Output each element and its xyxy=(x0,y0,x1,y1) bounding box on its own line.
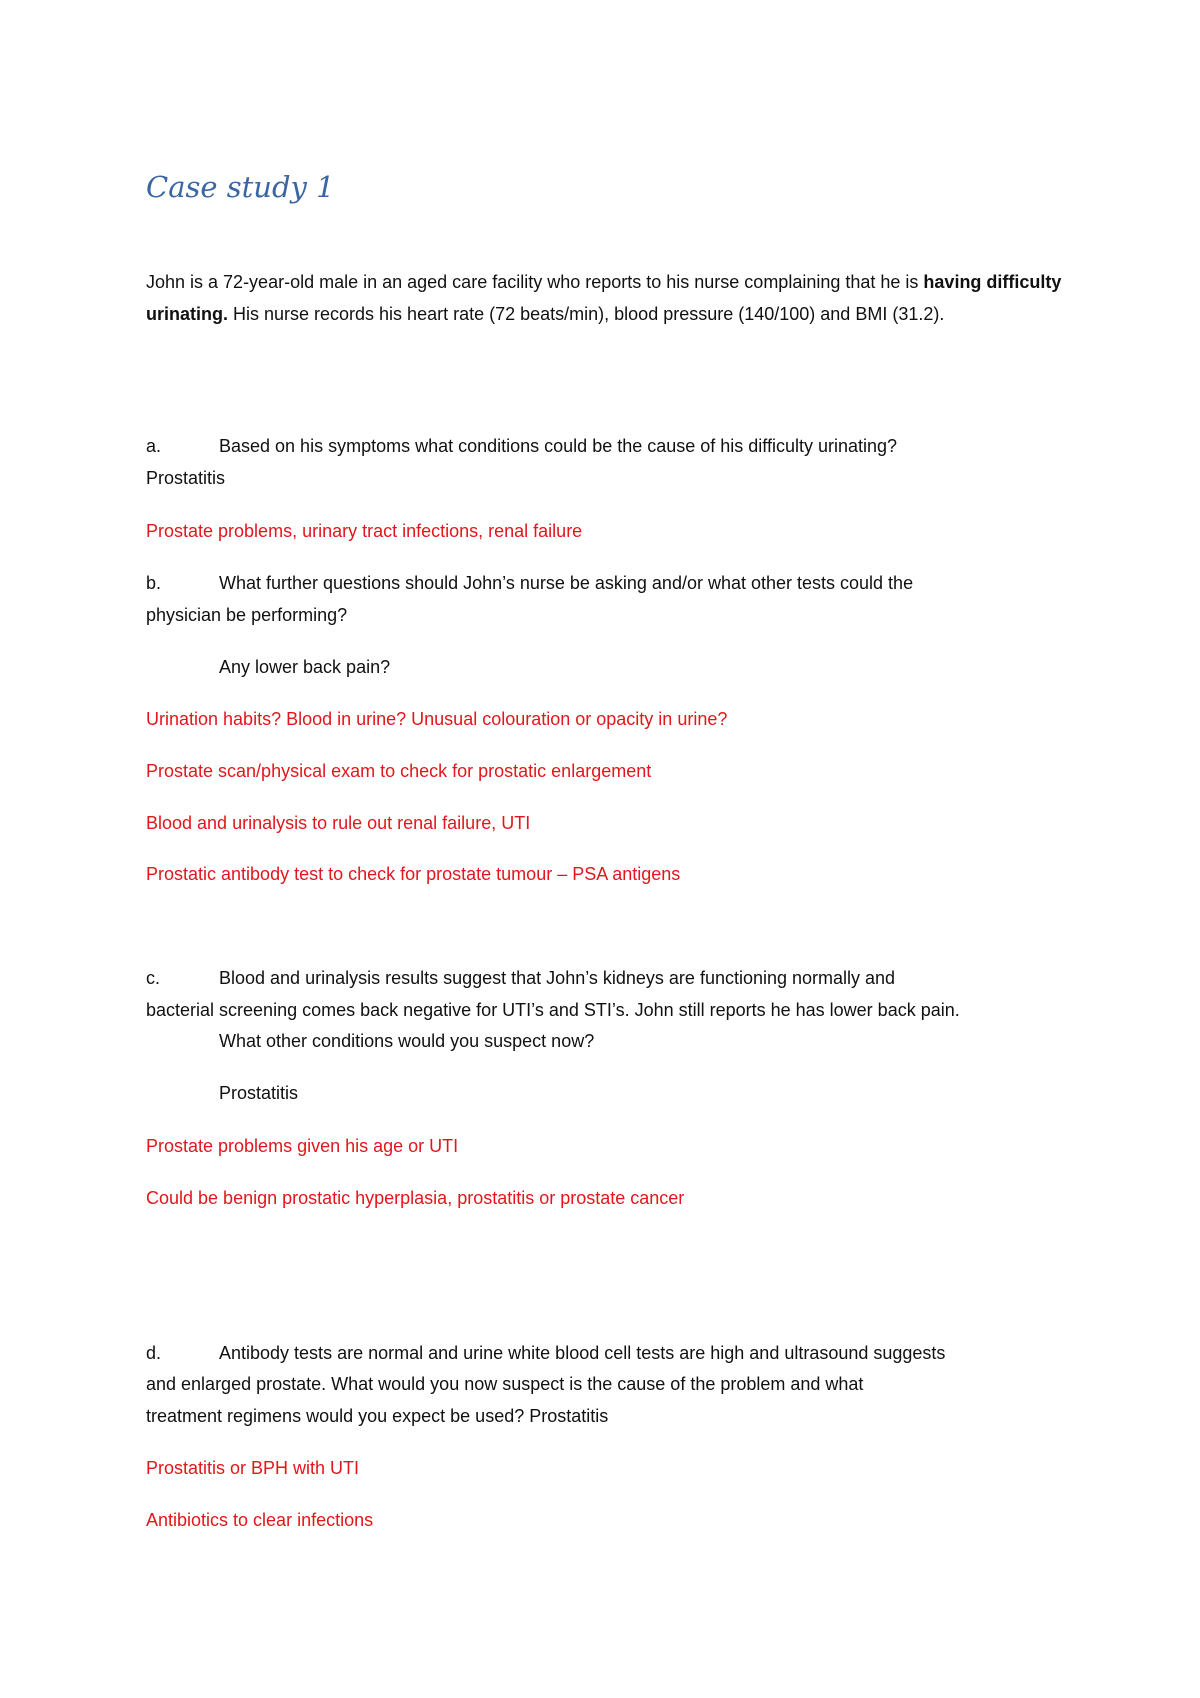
question-c-model-answer: Could be benign prostatic hyperplasia, prostatitis or prostate cancer xyxy=(146,1188,685,1208)
question-d-text-continued: and enlarged prostate. What would you now suspect is the cause of the problem and what xyxy=(146,1374,864,1394)
question-a xyxy=(146,434,897,458)
question-c-text: Blood and urinalysis results suggest that John’s kidneys are functioning normally and xyxy=(219,968,896,988)
question-b-text-continued: physician be performing? xyxy=(146,605,348,625)
question-b-label: b. xyxy=(146,573,162,593)
page-title: Case study 1 xyxy=(146,170,335,204)
question-c-student-answer: Prostatitis xyxy=(219,1083,299,1103)
question-b xyxy=(146,571,913,595)
question-b-model-answer: Prostate scan/physical exam to check for prostatic enlargement xyxy=(146,761,652,781)
question-c-label: c. xyxy=(146,968,161,988)
question-b-model-answer: Prostatic antibody test to check for prostate tumour – PSA antigens xyxy=(146,864,681,884)
question-b-model-answer: Urination habits? Blood in urine? Unusual colouration or opacity in urine? xyxy=(146,709,728,729)
question-d-text: Antibody tests are normal and urine white blood cell tests are high and ultrasound suggests xyxy=(219,1343,946,1363)
question-d-label: d. xyxy=(146,1343,162,1363)
question-d-text-continued: treatment regimens would you expect be used? Prostatitis xyxy=(146,1406,609,1426)
question-c xyxy=(146,966,895,990)
intro-bold-symptom: having difficulty urinating. xyxy=(146,272,1062,324)
intro-vitals: His nurse records his heart rate (72 beats/min), blood pressure (140/100) and BMI (31.2). xyxy=(228,304,945,324)
intro-text: John is a 72-year-old male in an aged care facility who reports to his nurse complaining that he is xyxy=(146,272,924,292)
question-c-question: What other conditions would you suspect now? xyxy=(219,1031,595,1051)
question-b-text: What further questions should John’s nurse be asking and/or what other tests could the xyxy=(219,573,914,593)
question-d-model-answer: Antibiotics to clear infections xyxy=(146,1510,374,1530)
question-d-model-answer: Prostatitis or BPH with UTI xyxy=(146,1458,360,1478)
question-a-student-answer: Prostatitis xyxy=(146,468,226,488)
question-a-model-answer: Prostate problems, urinary tract infections, renal failure xyxy=(146,521,583,541)
case-intro xyxy=(146,266,1066,330)
question-d xyxy=(146,1341,945,1365)
question-a-text: Based on his symptoms what conditions could be the cause of his difficulty urinating? xyxy=(219,436,898,456)
question-a-label: a. xyxy=(146,436,162,456)
question-b-model-answer: Blood and urinalysis to rule out renal failure, UTI xyxy=(146,813,531,833)
question-b-student-answer: Any lower back pain? xyxy=(219,657,391,677)
question-c-model-answer: Prostate problems given his age or UTI xyxy=(146,1136,459,1156)
question-c-text-continued: bacterial screening comes back negative for UTI’s and STI’s. John still reports he has lower back pain. xyxy=(146,1000,960,1020)
